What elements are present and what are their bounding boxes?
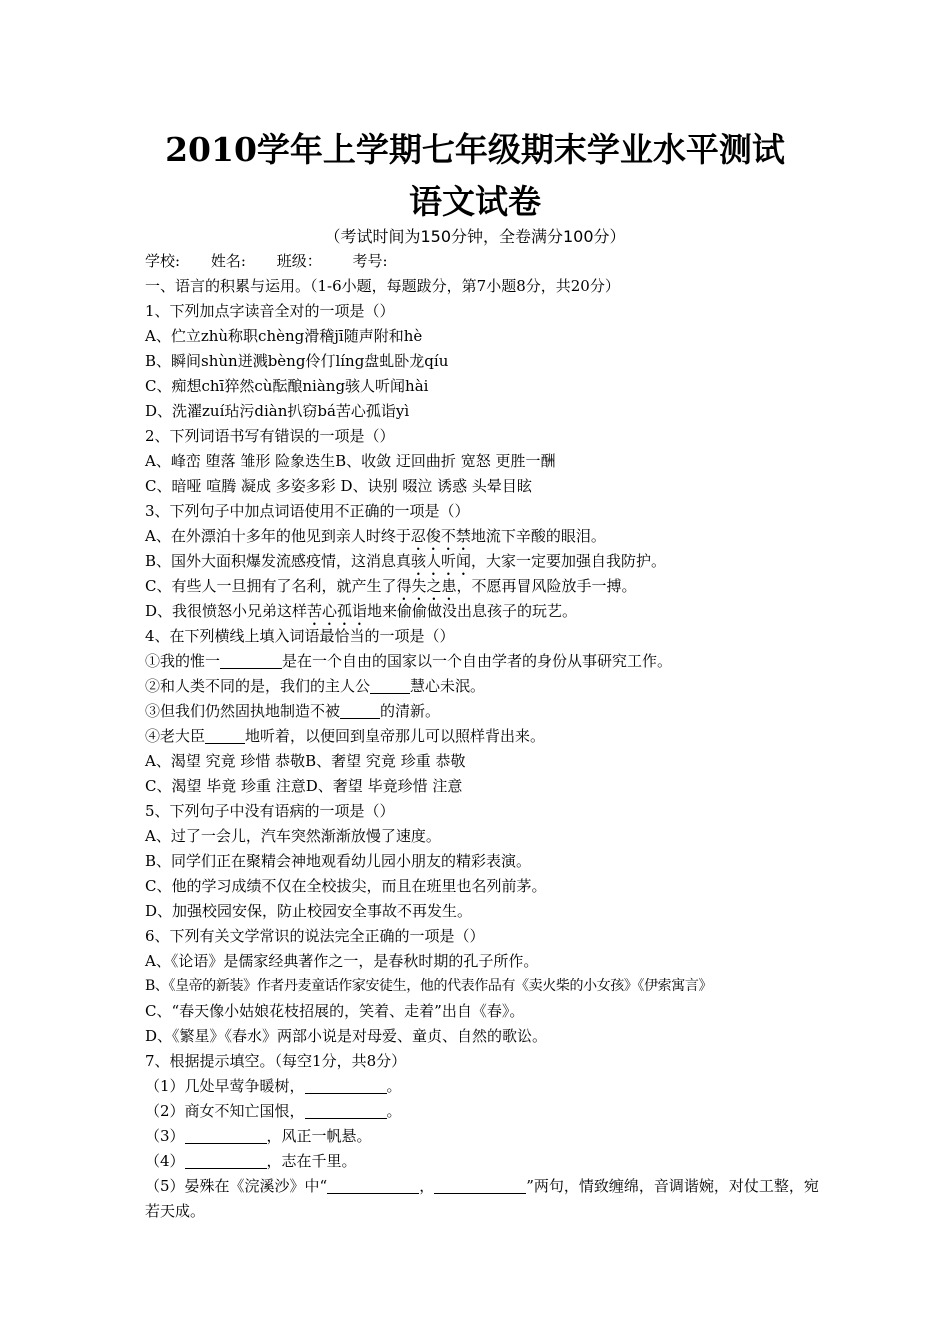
question-7: 7、根据提示填空。（每空1分，共8分） (145, 1052, 407, 1070)
question-5: 5、下列句子中没有语病的一项是（） (145, 802, 395, 820)
section-heading: 一、语言的积累与运用。（1-6小题，每题跋分，第7小题8分，共20分） (145, 277, 620, 295)
q2-options-ab: A、峰峦 堕落 雏形 险象迭生B、收敛 迂回曲折 宽怒 更胜一酬 (145, 452, 556, 470)
question-6: 6、下列有关文学常识的说法完全正确的一项是（） (145, 927, 485, 945)
fill-blank[interactable] (220, 652, 282, 669)
fill-blank[interactable] (340, 702, 380, 719)
q3-option-c: C、有些人一旦拥有了名利，就产生了得失之患，不愿再冒风险放手一搏。 (145, 577, 637, 595)
question-4: 4、在下列横线上填入词语最恰当的一项是（） (145, 627, 455, 645)
q1-option-c: C、痴想chī猝然cù酝酿niàng骇人听闻hài (145, 377, 429, 395)
q3-option-a: A、在外漂泊十多年的他见到亲人时终于忍俊不禁地流下辛酸的眼泪。 (145, 527, 606, 545)
q4-sentence-3: ③但我们仍然固执地制造不被 的清新。 (145, 702, 441, 720)
fill-blank[interactable] (305, 1102, 387, 1119)
emphasized-word: 得失之患 (396, 577, 457, 595)
name-field: 姓名: (210, 252, 246, 270)
q7-item-3: （3） ，风正一帆悬。 (145, 1127, 372, 1145)
q2-options-cd: C、暗哑 喧腾 凝成 多姿多彩 D、诀别 啜泣 诱惑 头晕目眩 (145, 477, 532, 495)
question-2: 2、下列词语书写有错误的一项是（） (145, 427, 395, 445)
exam-body (145, 249, 825, 1224)
q6-option-b: B、《皇帝的新装》作者丹麦童话作家安徒生，他的代表作品有《卖火柴的小女孩》《伊索寓言》 (145, 978, 713, 994)
q7-item-1: （1）几处早莺争暖树， 。 (145, 1077, 402, 1095)
q5-option-d: D、加强校园安保，防止校园安全事故不再发生。 (145, 902, 473, 920)
q7-item-2: （2）商女不知亡国恨， 。 (145, 1102, 402, 1120)
q1-option-d: D、洗濯zuí玷污diàn扒窃bá苦心孤诣yì (145, 402, 410, 420)
fill-blank[interactable] (205, 727, 245, 744)
q5-option-b: B、同学们正在聚精会神地观看幼儿园小朋友的精彩表演。 (145, 852, 532, 870)
fill-blank[interactable] (185, 1127, 267, 1144)
q4-options-cd: C、渴望 毕竟 珍重 注意D、奢望 毕竟珍惜 注意 (145, 777, 463, 795)
class-field: 班级： (276, 252, 322, 270)
q4-sentence-2: ②和人类不同的是，我们的主人公 慧心未泯。 (145, 677, 486, 695)
exam-number-field: 考号: (352, 252, 388, 270)
q3-option-b: B、国外大面积爆发流感疫情，这消息真骇人听闻，大家一定要加强自我防护。 (145, 552, 667, 570)
q3-option-d: D、我很愤怒小兄弟这样苦心孤诣地来偷偷做没出息孩子的玩艺。 (145, 602, 578, 620)
fill-blank[interactable] (305, 1077, 387, 1094)
question-1: 1、下列加点字读音全对的一项是（） (145, 302, 395, 320)
q5-option-c: C、他的学习成绩不仅在全校拔尖，而且在班里也名列前茅。 (145, 877, 547, 895)
info-fields (145, 249, 825, 274)
q4-sentence-1: ①我的惟一 是在一个自由的国家以一个自由学者的身份从事研究工作。 (145, 652, 673, 670)
fill-blank[interactable] (434, 1177, 526, 1194)
question-3: 3、下列句子中加点词语使用不正确的一项是（） (145, 502, 470, 520)
fill-blank[interactable] (185, 1152, 267, 1169)
exam-note: （考试时间为150分钟，全卷满分100分） (324, 227, 626, 246)
q6-option-c: C、“春天像小姑娘花枝招展的，笑着、走着”出自《春》。 (145, 1002, 525, 1020)
q7-item-5: （5）晏殊在《浣溪沙》中“ ， ”两句，情致缠绵，音调谐婉，对仗工整，宛若天成。 (145, 1177, 819, 1220)
school-field: 学校: (145, 252, 181, 270)
page-title: 2010学年上学期七年级期末学业水平测试 (165, 130, 785, 169)
emphasized-word: 骇人听闻 (411, 552, 472, 570)
q5-option-a: A、过了一会儿，汽车突然渐渐放慢了速度。 (145, 827, 441, 845)
q6-option-a: A、《论语》是儒家经典著作之一，是春秋时期的孔子所作。 (145, 952, 539, 970)
q1-option-a: A、伫立zhù称职chèng滑稽jī随声附和hè (145, 327, 423, 345)
q6-option-d: D、《繁星》《春水》两部小说是对母爱、童贞、自然的歌讼。 (145, 1027, 548, 1045)
fill-blank[interactable] (370, 677, 410, 694)
q4-options-ab: A、渴望 究竟 珍惜 恭敬B、奢望 究竟 珍重 恭敬 (145, 752, 466, 770)
q7-item-4: （4） ，志在千里。 (145, 1152, 357, 1170)
page-subtitle: 语文试卷 (409, 182, 541, 221)
q1-option-b: B、瞬间shùn迸溅bèng伶仃líng盘虬卧龙qíu (145, 352, 449, 370)
emphasized-word: 苦心孤诣 (307, 602, 368, 620)
q4-sentence-4: ④老大臣 地听着，以便回到皇帝那儿可以照样背出来。 (145, 727, 546, 745)
fill-blank[interactable] (327, 1177, 419, 1194)
emphasized-word: 忍俊不禁 (410, 527, 471, 545)
